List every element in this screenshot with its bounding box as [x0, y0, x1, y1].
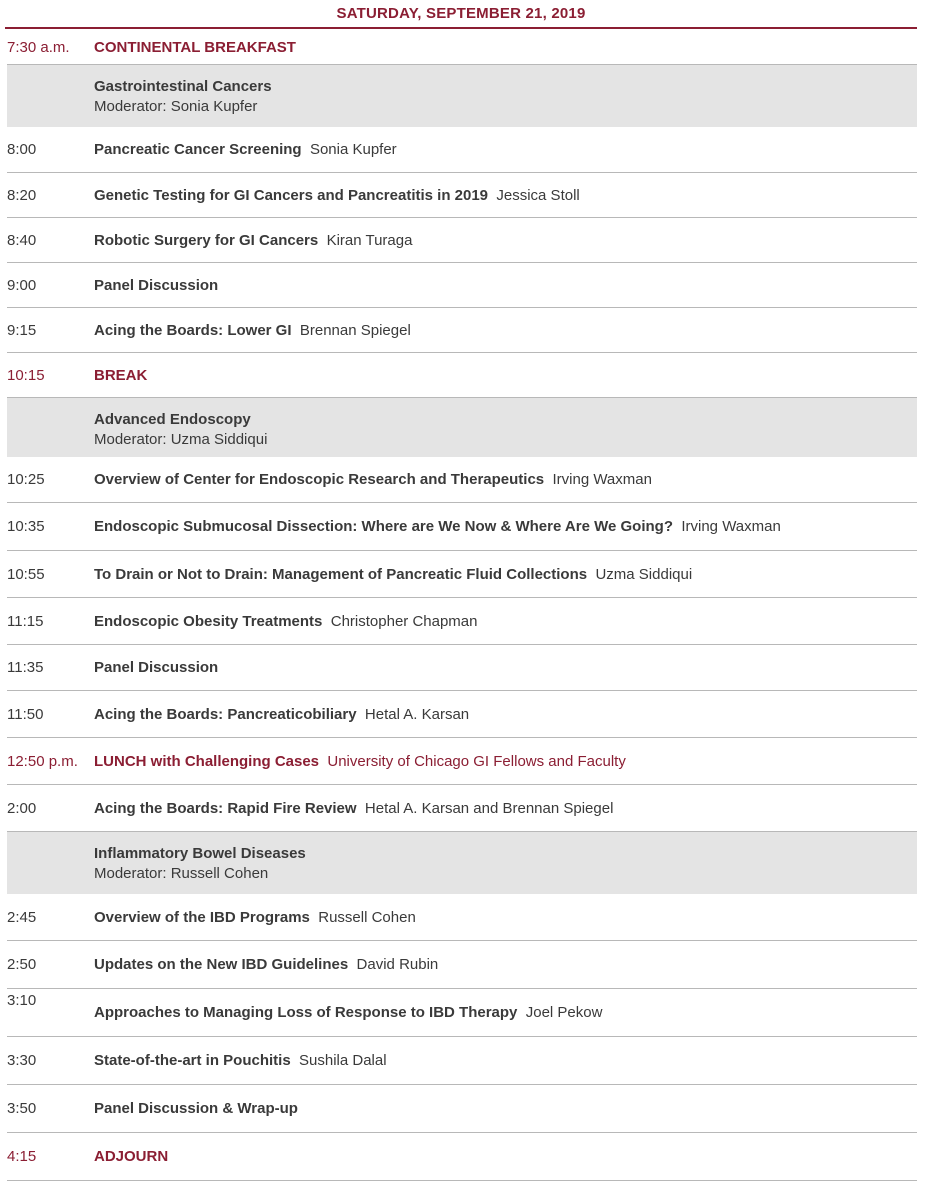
- section-title: Inflammatory Bowel Diseases: [94, 845, 306, 862]
- session-title: Panel Discussion: [94, 277, 219, 294]
- session-title: LUNCH with Challenging Cases: [94, 753, 320, 770]
- schedule-row: [7, 1085, 917, 1133]
- section-header: [7, 398, 917, 457]
- session-speaker: Jessica Stoll: [496, 187, 580, 204]
- session-title: Robotic Surgery for GI Cancers: [94, 232, 319, 249]
- day-header: SATURDAY, SEPTEMBER 21, 2019: [5, 0, 917, 29]
- session-content: [94, 566, 917, 583]
- session-time: 11:35: [7, 659, 44, 676]
- session-speaker: Kiran Turaga: [326, 232, 413, 249]
- session-content: [94, 613, 917, 630]
- section-title: Advanced Endoscopy: [94, 411, 251, 428]
- session-title: Approaches to Managing Loss of Response to IBD Therapy: [94, 1004, 518, 1021]
- section-title: Gastrointestinal Cancers: [94, 78, 272, 95]
- session-content: [94, 39, 917, 56]
- session-speaker: Russell Cohen: [318, 909, 416, 926]
- session-speaker: Hetal A. Karsan and Brennan Spiegel: [364, 800, 614, 817]
- session-time: 8:20: [7, 187, 37, 204]
- session-speaker: David Rubin: [356, 956, 439, 973]
- schedule-row: [7, 691, 917, 738]
- schedule-row: [7, 598, 917, 645]
- session-content: [94, 187, 917, 204]
- session-title: To Drain or Not to Drain: Management of Pancreatic Fluid Collections: [94, 566, 588, 583]
- session-title: Updates on the New IBD Guidelines: [94, 956, 349, 973]
- session-time: 7:30 a.m.: [7, 39, 70, 56]
- session-speaker: Irving Waxman: [681, 518, 781, 535]
- section-header: [7, 832, 917, 894]
- session-title: Panel Discussion & Wrap-up: [94, 1100, 298, 1117]
- session-speaker: Sushila Dalal: [299, 1052, 387, 1069]
- section-moderator: Moderator: Russell Cohen: [94, 865, 269, 882]
- session-time: 2:45: [7, 909, 37, 926]
- session-content: [94, 1052, 917, 1069]
- schedule-row: [7, 127, 917, 173]
- session-title: Overview of the IBD Programs: [94, 909, 310, 926]
- session-title: Genetic Testing for GI Cancers and Pancreatitis in 2019: [94, 187, 489, 204]
- session-speaker: Christopher Chapman: [330, 613, 478, 630]
- schedule-row: [7, 173, 917, 218]
- session-speaker: Joel Pekow: [525, 1004, 603, 1021]
- session-content: [94, 800, 917, 817]
- session-content: [94, 1148, 917, 1165]
- session-time: 8:00: [7, 141, 37, 158]
- schedule-row: [7, 645, 917, 691]
- session-content: [94, 232, 917, 249]
- session-title: Endoscopic Submucosal Dissection: Where are We Now & Where Are We Going?: [94, 518, 673, 535]
- session-title: BREAK: [94, 367, 148, 384]
- session-content: [94, 367, 917, 384]
- schedule-row: [7, 308, 917, 353]
- schedule-row: [7, 1037, 917, 1085]
- schedule-row: [7, 551, 917, 598]
- session-speaker: Hetal A. Karsan: [364, 706, 470, 723]
- session-speaker: University of Chicago GI Fellows and Faculty: [327, 753, 626, 770]
- session-content: [94, 659, 917, 676]
- section-header: [7, 65, 917, 127]
- session-title: Endoscopic Obesity Treatments: [94, 613, 323, 630]
- session-title: Overview of Center for Endoscopic Research and Therapeutics: [94, 471, 545, 488]
- session-speaker: Irving Waxman: [552, 471, 652, 488]
- schedule-row: [7, 30, 917, 65]
- session-time: 10:15: [7, 367, 45, 384]
- session-time: 2:00: [7, 800, 37, 817]
- schedule-row: [7, 989, 917, 1037]
- session-time: 11:15: [7, 613, 44, 630]
- session-content: [94, 1004, 917, 1021]
- session-time: 10:35: [7, 518, 45, 535]
- schedule-row: [7, 738, 917, 785]
- session-time: 9:00: [7, 277, 37, 294]
- session-time: 10:55: [7, 566, 45, 583]
- session-time: 9:15: [7, 322, 37, 339]
- session-content: [94, 1100, 917, 1117]
- session-time: 11:50: [7, 706, 44, 723]
- session-time: 4:15: [7, 1148, 37, 1165]
- session-content: [94, 909, 917, 926]
- schedule-row: [7, 1133, 917, 1181]
- session-time: 3:30: [7, 1052, 37, 1069]
- session-title: State-of-the-art in Pouchitis: [94, 1052, 291, 1069]
- session-title: Panel Discussion: [94, 659, 219, 676]
- schedule-row: [7, 263, 917, 308]
- session-time: 3:50: [7, 1100, 37, 1117]
- session-speaker: Brennan Spiegel: [299, 322, 411, 339]
- section-moderator: Moderator: Uzma Siddiqui: [94, 431, 268, 448]
- session-content: [94, 518, 917, 535]
- session-time: 12:50 p.m.: [7, 753, 78, 770]
- session-title: ADJOURN: [94, 1148, 169, 1165]
- session-content: [94, 753, 917, 770]
- session-speaker: Sonia Kupfer: [309, 141, 397, 158]
- session-title: Acing the Boards: Lower GI: [94, 322, 292, 339]
- section-moderator: Moderator: Sonia Kupfer: [94, 98, 258, 115]
- session-title: CONTINENTAL BREAKFAST: [94, 39, 296, 56]
- session-title: Acing the Boards: Rapid Fire Review: [94, 800, 357, 817]
- schedule-row: [7, 941, 917, 989]
- session-content: [94, 277, 917, 294]
- schedule-row: [7, 503, 917, 551]
- session-title: Acing the Boards: Pancreaticobiliary: [94, 706, 357, 723]
- session-content: [94, 141, 917, 158]
- session-content: [94, 706, 917, 723]
- session-title: Pancreatic Cancer Screening: [94, 141, 302, 158]
- schedule-row: [7, 457, 917, 503]
- schedule-row: [7, 353, 917, 398]
- session-content: [94, 322, 917, 339]
- schedule-row: [7, 218, 917, 263]
- session-content: [94, 471, 917, 488]
- session-time: 2:50: [7, 956, 37, 973]
- session-speaker: Uzma Siddiqui: [595, 566, 693, 583]
- session-time: 3:10: [7, 992, 37, 1009]
- session-time: 8:40: [7, 232, 37, 249]
- schedule-row: [7, 785, 917, 832]
- session-time: 10:25: [7, 471, 45, 488]
- schedule-row: [7, 894, 917, 941]
- session-content: [94, 956, 917, 973]
